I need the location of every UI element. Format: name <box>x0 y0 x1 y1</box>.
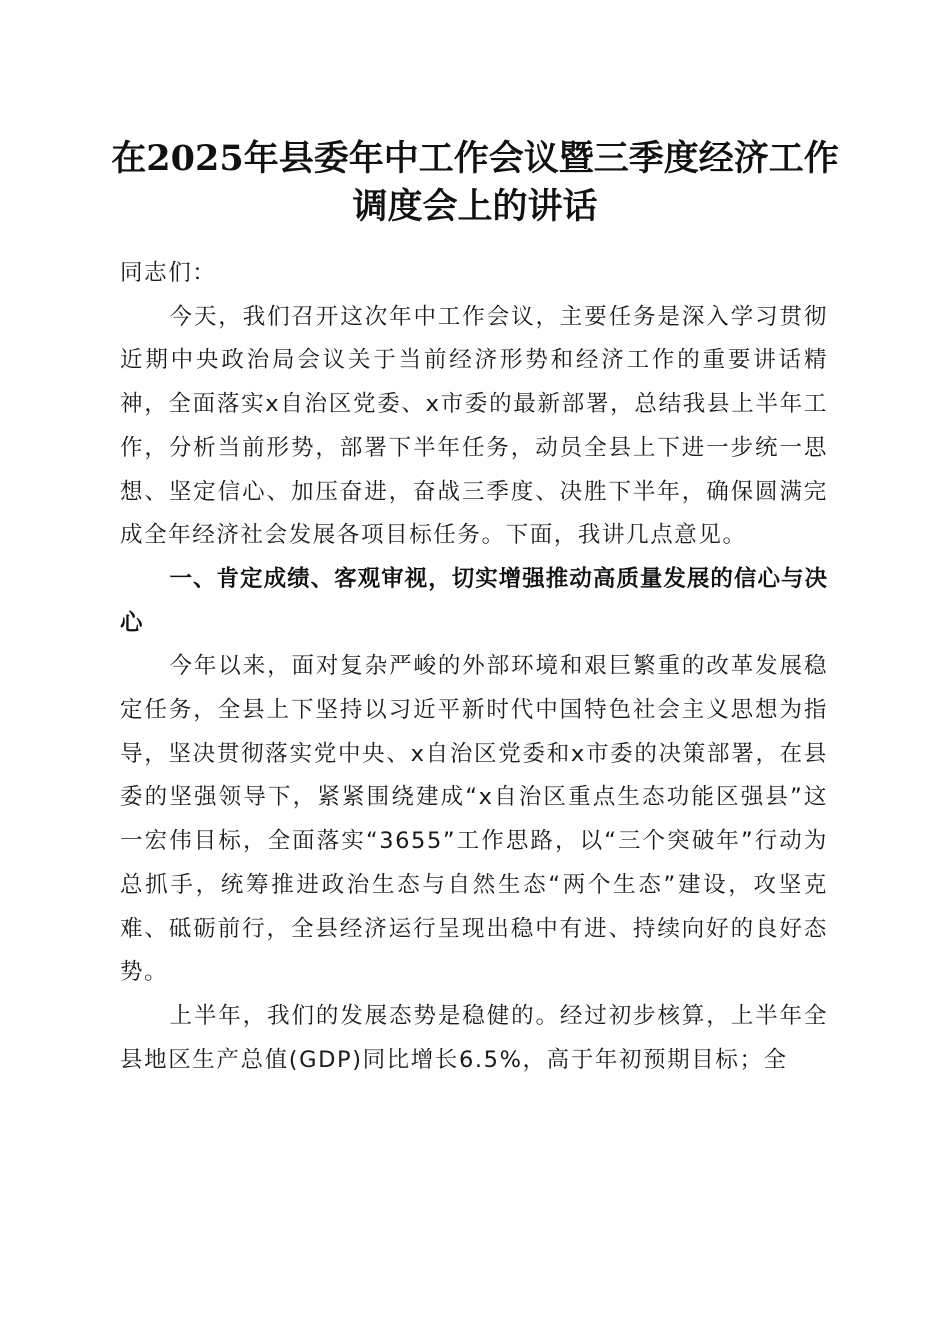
paragraph: 今年以来，面对复杂严峻的外部环境和艰巨繁重的改革发展稳定任务，全县上下坚持以习近平新时代中国特色社会主义思想为指导，坚决贯彻落实党中央、x自治区党委和x市委的决策部署，在县委的坚强领导下，紧紧围绕建成“x自治区重点生态功能区强县”这一宏伟目标，全面落实“3655”工作思路，以“三个突破年”行动为总抓手，统筹推进政治生态与自然生态“两个生态”建设，攻坚克难、砥砺前行，全县经济运行呈现出稳中有进、持续向好的良好态势。 <box>120 653 828 986</box>
section-heading: 一、肯定成绩、客观审视，切实增强推动高质量发展的信心与决心 <box>120 565 828 636</box>
document-title: 在2025年县委年中工作会议暨三季度经济工作调度会上的讲话 <box>111 138 839 227</box>
paragraph: 上半年，我们的发展态势是稳健的。经过初步核算，上半年全县地区生产总值(GDP)同比增长6.5%，高于年初预期目标；全 <box>120 1002 828 1073</box>
salutation: 同志们： <box>120 260 217 286</box>
document-body <box>120 252 828 1082</box>
paragraph: 今天，我们召开这次年中工作会议，主要任务是深入学习贯彻近期中央政治局会议关于当前经济形势和经济工作的重要讲话精神，全面落实x自治区党委、x市委的最新部署，总结我县上半年工作，分析当前形势，部署下半年任务，动员全县上下进一步统一思想、坚定信心、加压奋进，奋战三季度、决胜下半年，确保圆满完成全年经济社会发展各项目标任务。下面，我讲几点意见。 <box>120 303 828 549</box>
